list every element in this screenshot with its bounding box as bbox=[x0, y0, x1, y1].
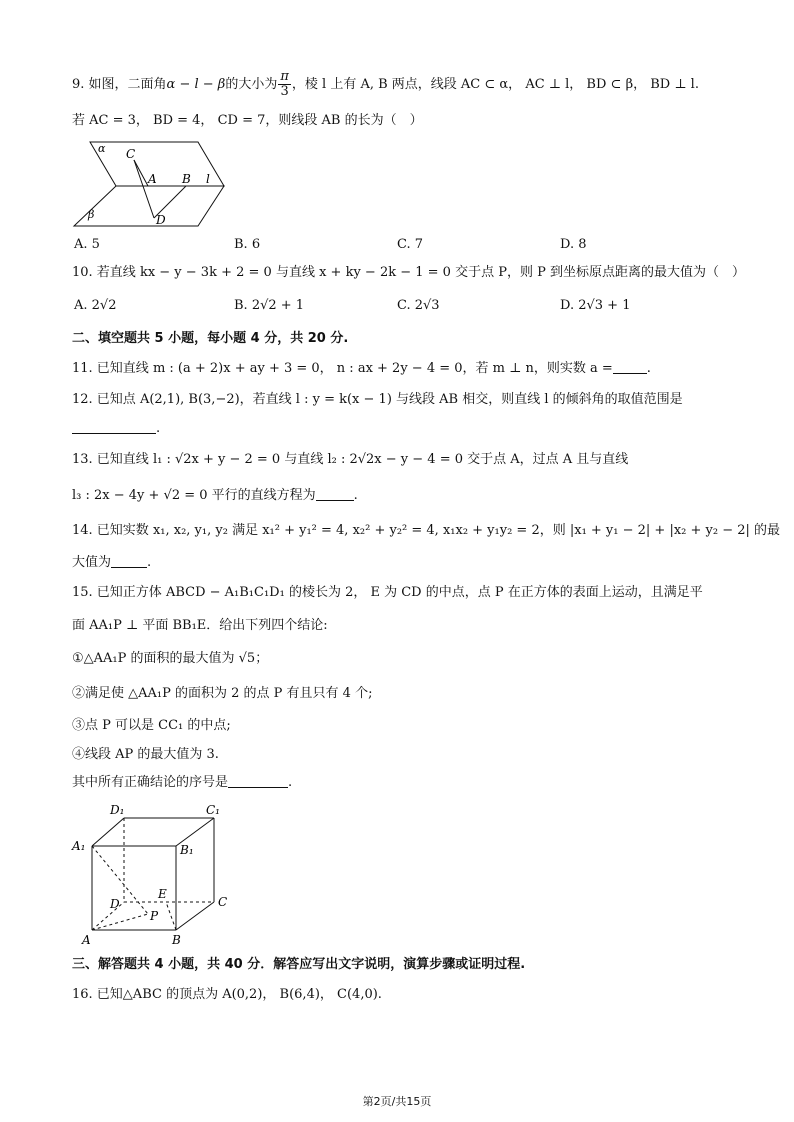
q9-frac-num: π bbox=[280, 69, 289, 84]
fig9-label-b: B bbox=[182, 172, 191, 186]
q10-option-c: C. 2√3 bbox=[397, 298, 440, 313]
q9-option-b: B. 6 bbox=[234, 237, 261, 252]
q9-line1 bbox=[72, 70, 699, 99]
segment-be-hidden bbox=[166, 902, 176, 930]
q15-item-1: ①△AA₁P 的面积的最大值为 √5； bbox=[72, 651, 269, 666]
q11-answer-blank bbox=[613, 361, 647, 374]
q15-ask: 其中所有正确结论的序号是 . bbox=[72, 775, 293, 790]
section3-heading: 三、解答题共 4 小题，共 40 分．解答应写出文字说明，演算步骤或证明过程. bbox=[72, 957, 526, 972]
cube-label-p: P bbox=[150, 909, 159, 923]
q15-ask-text: 其中所有正确结论的序号是 bbox=[72, 775, 229, 790]
q15-line1: 15. 已知正方体 ABCD − A₁B₁C₁D₁ 的棱长为 2， E 为 CD 的中点，点 P 在正方体的表面上运动，且满足平 bbox=[72, 585, 703, 600]
q11-line: 11. 已知直线 m : (a + 2)x + ay + 3 = 0， n : ax + 2y − 4 = 0，若 m ⊥ n，则实数 a = . bbox=[72, 361, 651, 376]
fig9-label-beta: β bbox=[88, 208, 95, 221]
q11-text: 11. 已知直线 m : (a + 2)x + ay + 3 = 0， n : ax + 2y − 4 = 0，若 m ⊥ n，则实数 a = bbox=[72, 361, 613, 376]
plane-beta bbox=[74, 186, 224, 226]
cube-label-d1: D₁ bbox=[110, 803, 125, 817]
q9-option-d: D. 8 bbox=[560, 237, 587, 252]
q9-line2: 若 AC = 3， BD = 4， CD = 7，则线段 AB 的长为（ ） bbox=[72, 113, 423, 128]
segment-cd bbox=[134, 160, 154, 218]
q16-line: 16. 已知△ABC 的顶点为 A(0,2)， B(6,4)， C(4,0). bbox=[72, 987, 382, 1002]
q15-cube-figure bbox=[70, 796, 240, 948]
q15-item-4: ④线段 AP 的最大值为 3. bbox=[72, 747, 219, 762]
q9-text-a: 9. 如图，二面角 bbox=[72, 77, 167, 92]
segment-a1p-hidden bbox=[92, 846, 148, 914]
plane-alpha bbox=[90, 142, 224, 186]
q12-line2: . bbox=[72, 420, 160, 438]
q9-dihedral-figure bbox=[68, 138, 238, 230]
q14-line1: 14. 已知实数 x₁, x₂, y₁, y₂ 满足 x₁² + y₁² = 4, x₂² + y₂² = 4, x₁x₂ + y₁y₂ = 2，则 |x₁ + y₁ − 2| + |x₂ + y₂ − 2| 的最 bbox=[72, 523, 781, 538]
fig9-label-l: l bbox=[206, 172, 210, 186]
q15-answer-blank bbox=[228, 775, 288, 788]
q15-line2: 面 AA₁P ⊥ 平面 BB₁E．给出下列四个结论: bbox=[72, 618, 328, 633]
q10-option-d: D. 2√3 + 1 bbox=[560, 298, 631, 313]
q13-answer-blank bbox=[316, 488, 354, 501]
cube-label-c1: C₁ bbox=[206, 803, 220, 817]
q12-answer-blank bbox=[72, 421, 156, 434]
q12-line1: 12. 已知点 A(2,1), B(3,−2)，若直线 l : y = k(x − 1) 与线段 AB 相交，则直线 l 的倾斜角的取值范围是 bbox=[72, 392, 683, 407]
q9-option-c: C. 7 bbox=[397, 237, 424, 252]
cube-label-e: E bbox=[158, 887, 167, 901]
q10-line: 10. 若直线 kx − y − 3k + 2 = 0 与直线 x + ky − 2k − 1 = 0 交于点 P，则 P 到坐标原点距离的最大值为（ ） bbox=[72, 265, 745, 280]
q14-line2: 大值为 . bbox=[72, 555, 152, 570]
section2-heading: 二、填空题共 5 小题，每小题 4 分，共 20 分. bbox=[72, 331, 349, 346]
q14-text: 大值为 bbox=[72, 555, 112, 570]
fig9-label-d: D bbox=[156, 213, 166, 227]
q14-answer-blank bbox=[111, 555, 147, 568]
edge-a1d1 bbox=[92, 818, 124, 846]
q13-text: l₃ : 2x − 4y + √2 = 0 平行的直线方程为 bbox=[72, 488, 316, 503]
q9-fraction bbox=[278, 70, 291, 99]
q13-line2: l₃ : 2x − 4y + √2 = 0 平行的直线方程为 . bbox=[72, 488, 358, 503]
q13-line1: 13. 已知直线 l₁ : √2x + y − 2 = 0 与直线 l₂ : 2√2x − y − 4 = 0 交于点 A，过点 A 且与直线 bbox=[72, 452, 629, 467]
q9-text-b: 的大小为 bbox=[225, 77, 278, 92]
cube-label-a1: A₁ bbox=[72, 839, 86, 853]
cube-label-b1: B₁ bbox=[180, 843, 194, 857]
cube-label-d: D bbox=[110, 897, 120, 911]
q15-item-2: ②满足使 △AA₁P 的面积为 2 的点 P 有且只有 4 个; bbox=[72, 686, 373, 701]
edge-b1c1 bbox=[176, 818, 214, 846]
q9-dihedral-expr: α − l − β bbox=[166, 77, 226, 92]
fig9-label-a: A bbox=[148, 172, 157, 186]
segment-ac bbox=[134, 160, 148, 186]
fig9-label-alpha: α bbox=[98, 142, 106, 155]
q10-option-b: B. 2√2 + 1 bbox=[234, 298, 305, 313]
q15-item-3: ③点 P 可以是 CC₁ 的中点; bbox=[72, 718, 231, 733]
edge-bc bbox=[176, 902, 214, 930]
q10-option-a: A. 2√2 bbox=[74, 298, 117, 313]
page-footer: 第2页/共15页 bbox=[362, 1095, 432, 1108]
cube-label-a: A bbox=[82, 933, 91, 947]
q9-frac-den: 3 bbox=[280, 84, 289, 99]
q9-option-a: A. 5 bbox=[74, 237, 100, 252]
cube-label-c: C bbox=[218, 895, 228, 909]
fig9-label-c: C bbox=[126, 147, 136, 161]
q9-text-c: ，棱 l 上有 A, B 两点，线段 AC ⊂ α， AC ⊥ l， BD ⊂ β， BD ⊥ l. bbox=[291, 77, 699, 92]
cube-label-b: B bbox=[172, 933, 181, 947]
segment-ap-hidden bbox=[92, 914, 148, 930]
